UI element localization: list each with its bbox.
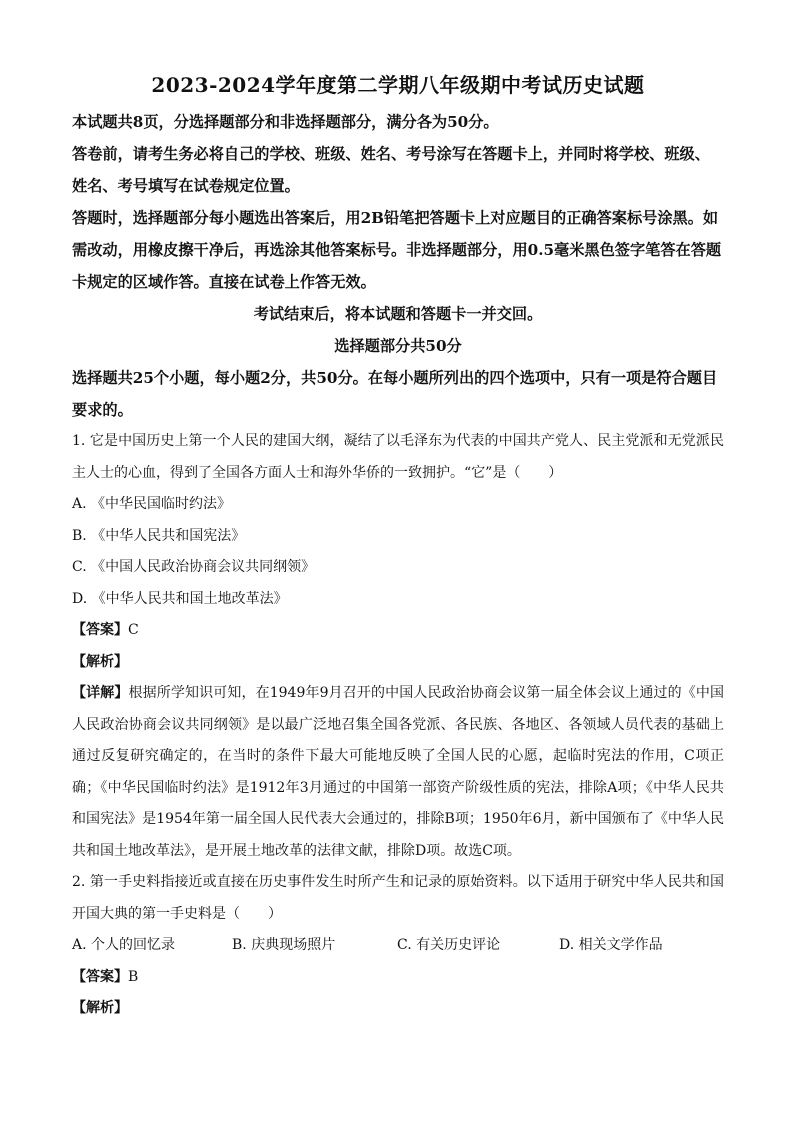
- instruction-1: 本试题共8页，分选择题部分和非选择题部分，满分各为50分。: [72, 113, 499, 131]
- question-1-stem: 1. 它是中国历史上第一个人民的建国大纲，凝结了以毛泽东为代表的中国共产党人、民主党派和无党派民主人士的心血，得到了全国各方面人士和海外华侨的一致拥护。“它”是（ ）: [72, 433, 724, 481]
- question-1-option-d: D. 《中华人民共和国土地改革法》: [72, 590, 288, 607]
- analysis-label: 【解析】: [72, 1000, 128, 1016]
- analysis-label: 【解析】: [72, 653, 128, 670]
- question-2: [72, 867, 724, 1025]
- question-1-option-c: C. 《中国人民政治协商会议共同纲领》: [72, 559, 316, 575]
- question-1: [72, 426, 724, 867]
- answer-value: B: [128, 968, 139, 985]
- closing-note: 考试结束后，将本试题和答题卡一并交回。: [253, 305, 543, 323]
- question-2-option-d: D. 相关文学作品: [559, 937, 663, 953]
- question-1-option-a: A. 《中华民国临时约法》: [72, 496, 232, 512]
- exam-title: 2023-2024学年度第二学期八年级期中考试历史试题: [151, 73, 645, 97]
- question-2-option-b: B. 庆典现场照片: [232, 937, 336, 953]
- instruction-2: 答卷前，请考生务必将自己的学校、班级、姓名、考号涂写在答题卡上，并同时将学校、班级、姓名、考号填写在试卷规定位置。: [72, 145, 710, 195]
- question-2-stem: 2. 第一手史料指接近或直接在历史事件发生时所产生和记录的原始资料。以下适用于研究中华人民共和国开国大典的第一手史料是（ ）: [72, 874, 724, 922]
- question-1-option-b: B. 《中华人民共和国宪法》: [72, 527, 246, 544]
- instruction-3: 答题时，选择题部分每小题选出答案后，用2B铅笔把答题卡上对应题目的正确答案标号涂黑。如需改动，用橡皮擦干净后，再选涂其他答案标号。非选择题部分，用0.5毫米黑色签字笔答在答题卡规定的区域作答。直接在试卷上作答无效。: [72, 209, 722, 291]
- detail-text: 根据所学知识可知，在1949年9月召开的中国人民政治协商会议第一届全体会议上通过的《中国人民政治协商会议共同纲领》是以最广泛地召集全国各党派、各民族、各地区、各领域人员代表的基础上通过反复研究确定的，在当时的条件下最大可能地反映了全国人民的心愿，起临时宪法的作用，C项正确；《中华民国临时约法》是1912年3月通过的中国第一部资产阶级性质的宪法，排除A项；《中华人民共和国宪法》是1954年第一届全国人民代表大会通过的，排除B项；1950年6月，新中国颁布了《中华人民共和国土地改革法》，是开展土地改革的法律文献，排除D项。故选C项。: [72, 685, 724, 859]
- section-title: 选择题部分共50分: [334, 337, 462, 355]
- question-2-option-a: A. 个人的回忆录: [72, 937, 176, 953]
- answer-label: 【答案】: [72, 968, 128, 985]
- answer-label: 【答案】: [72, 622, 128, 638]
- section-intro: 选择题共25个小题，每小题2分，共50分。在每小题所列出的四个选项中，只有一项是符合题目要求的。: [72, 369, 718, 419]
- question-1-answer: [72, 615, 724, 647]
- question-2-analysis: [72, 993, 724, 1025]
- detail-label: 【详解】: [72, 685, 129, 701]
- exam-page: [72, 70, 724, 1025]
- question-2-answer: [72, 962, 724, 994]
- answer-value: C: [128, 622, 139, 638]
- question-1-analysis: [72, 647, 724, 679]
- question-2-option-c: C. 有关历史评论: [397, 937, 501, 953]
- question-1-detail: [72, 678, 724, 867]
- question-2-options: [72, 930, 724, 962]
